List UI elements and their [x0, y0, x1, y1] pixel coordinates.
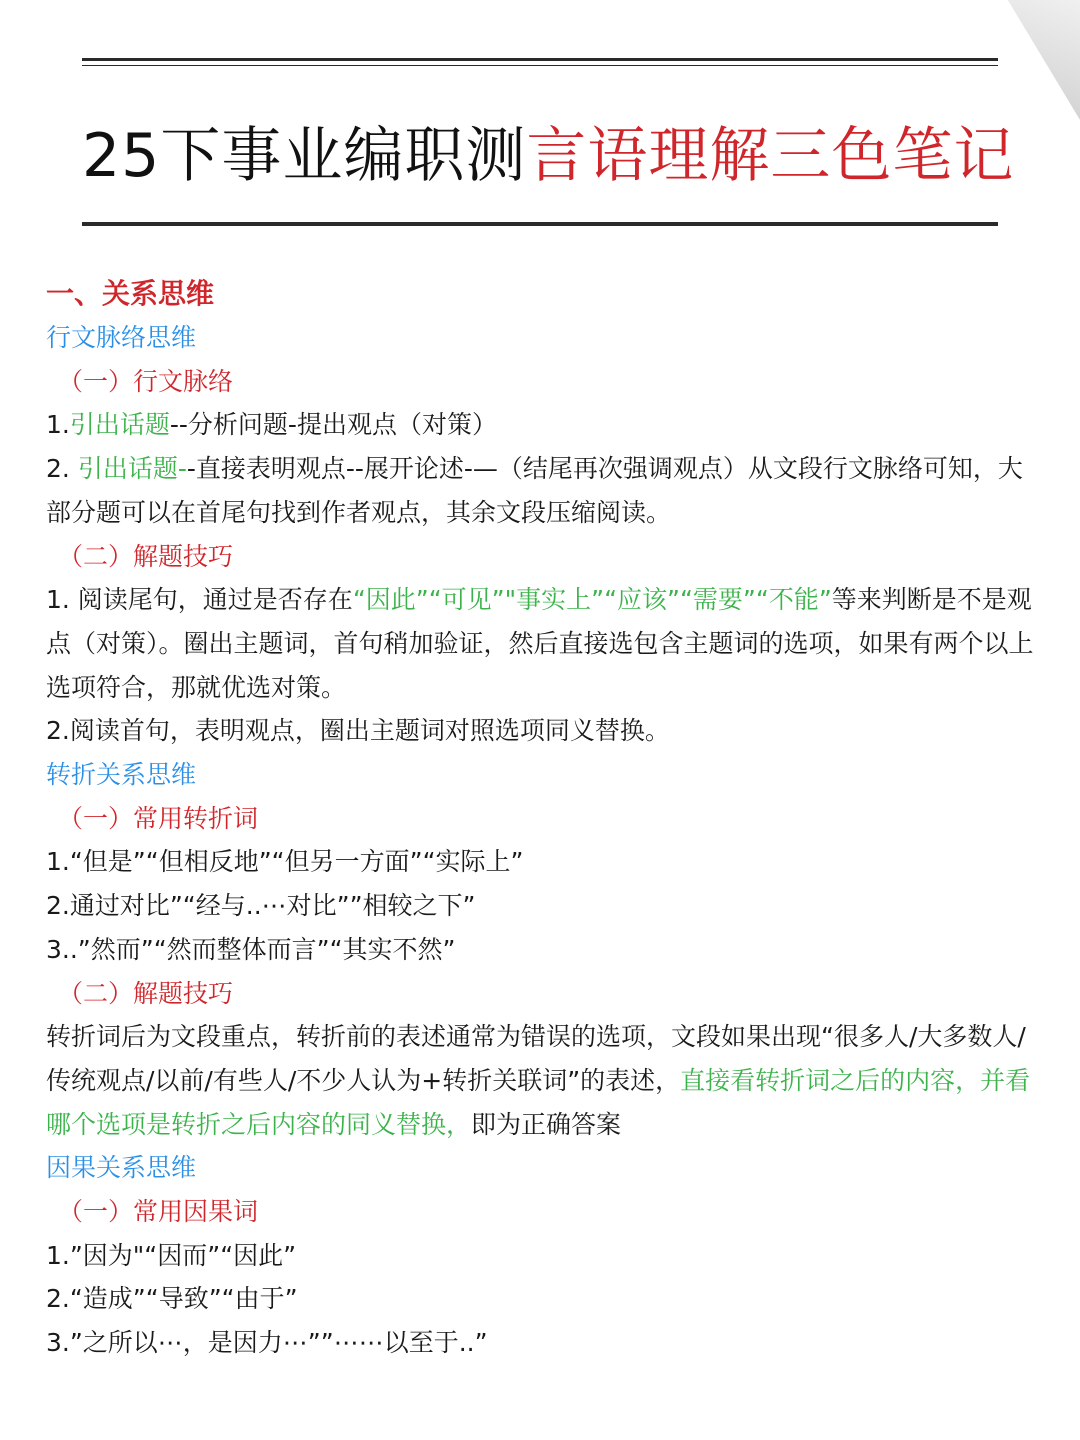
- note-line: 2.阅读首句，表明观点，圈出主题词对照选项同义替换。: [46, 716, 670, 746]
- topic-cause-effect-relation: 因果关系思维: [46, 1153, 197, 1183]
- highlight-green: 直接看转折词之后的内容，并看哪个选项是转折之后内容的同义替换，: [46, 1065, 1031, 1139]
- subheading-solving-tips: （二）解题技巧: [58, 541, 234, 571]
- highlight-green-keywords: “因此”“可见”"事实上”“应该”“需要”“不能”: [352, 585, 832, 615]
- note-text: 等来判断是不是观点（对策）。圈出主题词，首句稍加验证，然后直接选包含主题词的选项，如果有两个以上选项符合，那就优选对策。: [46, 585, 1034, 702]
- note-paragraph: [46, 578, 1041, 709]
- note-text: --分析问题-提出观点（对策）: [169, 410, 497, 440]
- note-prefix: 2.: [46, 454, 78, 484]
- note-text: 即为正确答案: [471, 1109, 622, 1139]
- subheading-writing-structure: （一）行文脉络: [58, 366, 234, 396]
- highlight-green: 引出话题-: [77, 454, 187, 484]
- note-prefix: 1.: [46, 410, 70, 440]
- bottom-double-rule: [82, 218, 998, 226]
- note-line: 1.”因为"“因而”“因此”: [46, 1240, 297, 1270]
- note-paragraph: [46, 447, 1041, 534]
- note-line: 2.通过对比”“经与..⋯对比””相较之下”: [46, 891, 476, 921]
- highlight-green: 引出话题: [69, 410, 170, 440]
- note-line: 3.”之所以⋯，是因力⋯””⋯⋯以至于..”: [46, 1328, 488, 1358]
- notes-content: [46, 272, 1041, 1365]
- note-line: 1.“但是”“但相反地”“但另一方面”“实际上”: [46, 847, 524, 877]
- subheading-contrast-words: （一）常用转折词: [58, 803, 259, 833]
- note-text: -直接表明观点--展开论述-—（结尾再次强调观点）从文段行文脉络可知，大部分题可以在首尾句找到作者观点，其余文段压缩阅读。: [46, 454, 1023, 527]
- note-prefix: 1. 阅读尾句，通过是否存在: [46, 585, 353, 615]
- page-title: [82, 120, 1015, 192]
- title-banner: [82, 58, 1015, 230]
- note-line: [46, 403, 1041, 447]
- topic-contrast-relation: 转折关系思维: [46, 760, 197, 790]
- note-line: 2.“造成”“导致”“由于”: [46, 1284, 298, 1314]
- title-red-part: 言语理解三色笔记: [526, 121, 1015, 191]
- title-black-part: 25下事业编职测: [82, 121, 527, 191]
- note-text: 转折词后为文段重点，转折前的表述通常为错误的选项，文段如果出现“很多人/大多数人/传统观点/以前/有些人/不少人认为+转折关联词”的表述，: [46, 1022, 1026, 1095]
- note-line: 3..”然而”“然而整体而言”“其实不然”: [46, 934, 456, 964]
- note-paragraph: [46, 1015, 1041, 1146]
- topic-writing-structure: 行文脉络思维: [46, 323, 197, 352]
- subheading-solving-tips: （二）解题技巧: [58, 978, 234, 1008]
- top-double-rule: [82, 58, 998, 66]
- subheading-cause-effect-words: （一）常用因果词: [58, 1197, 259, 1227]
- section-heading-relation-thinking: 一、关系思维: [46, 277, 215, 310]
